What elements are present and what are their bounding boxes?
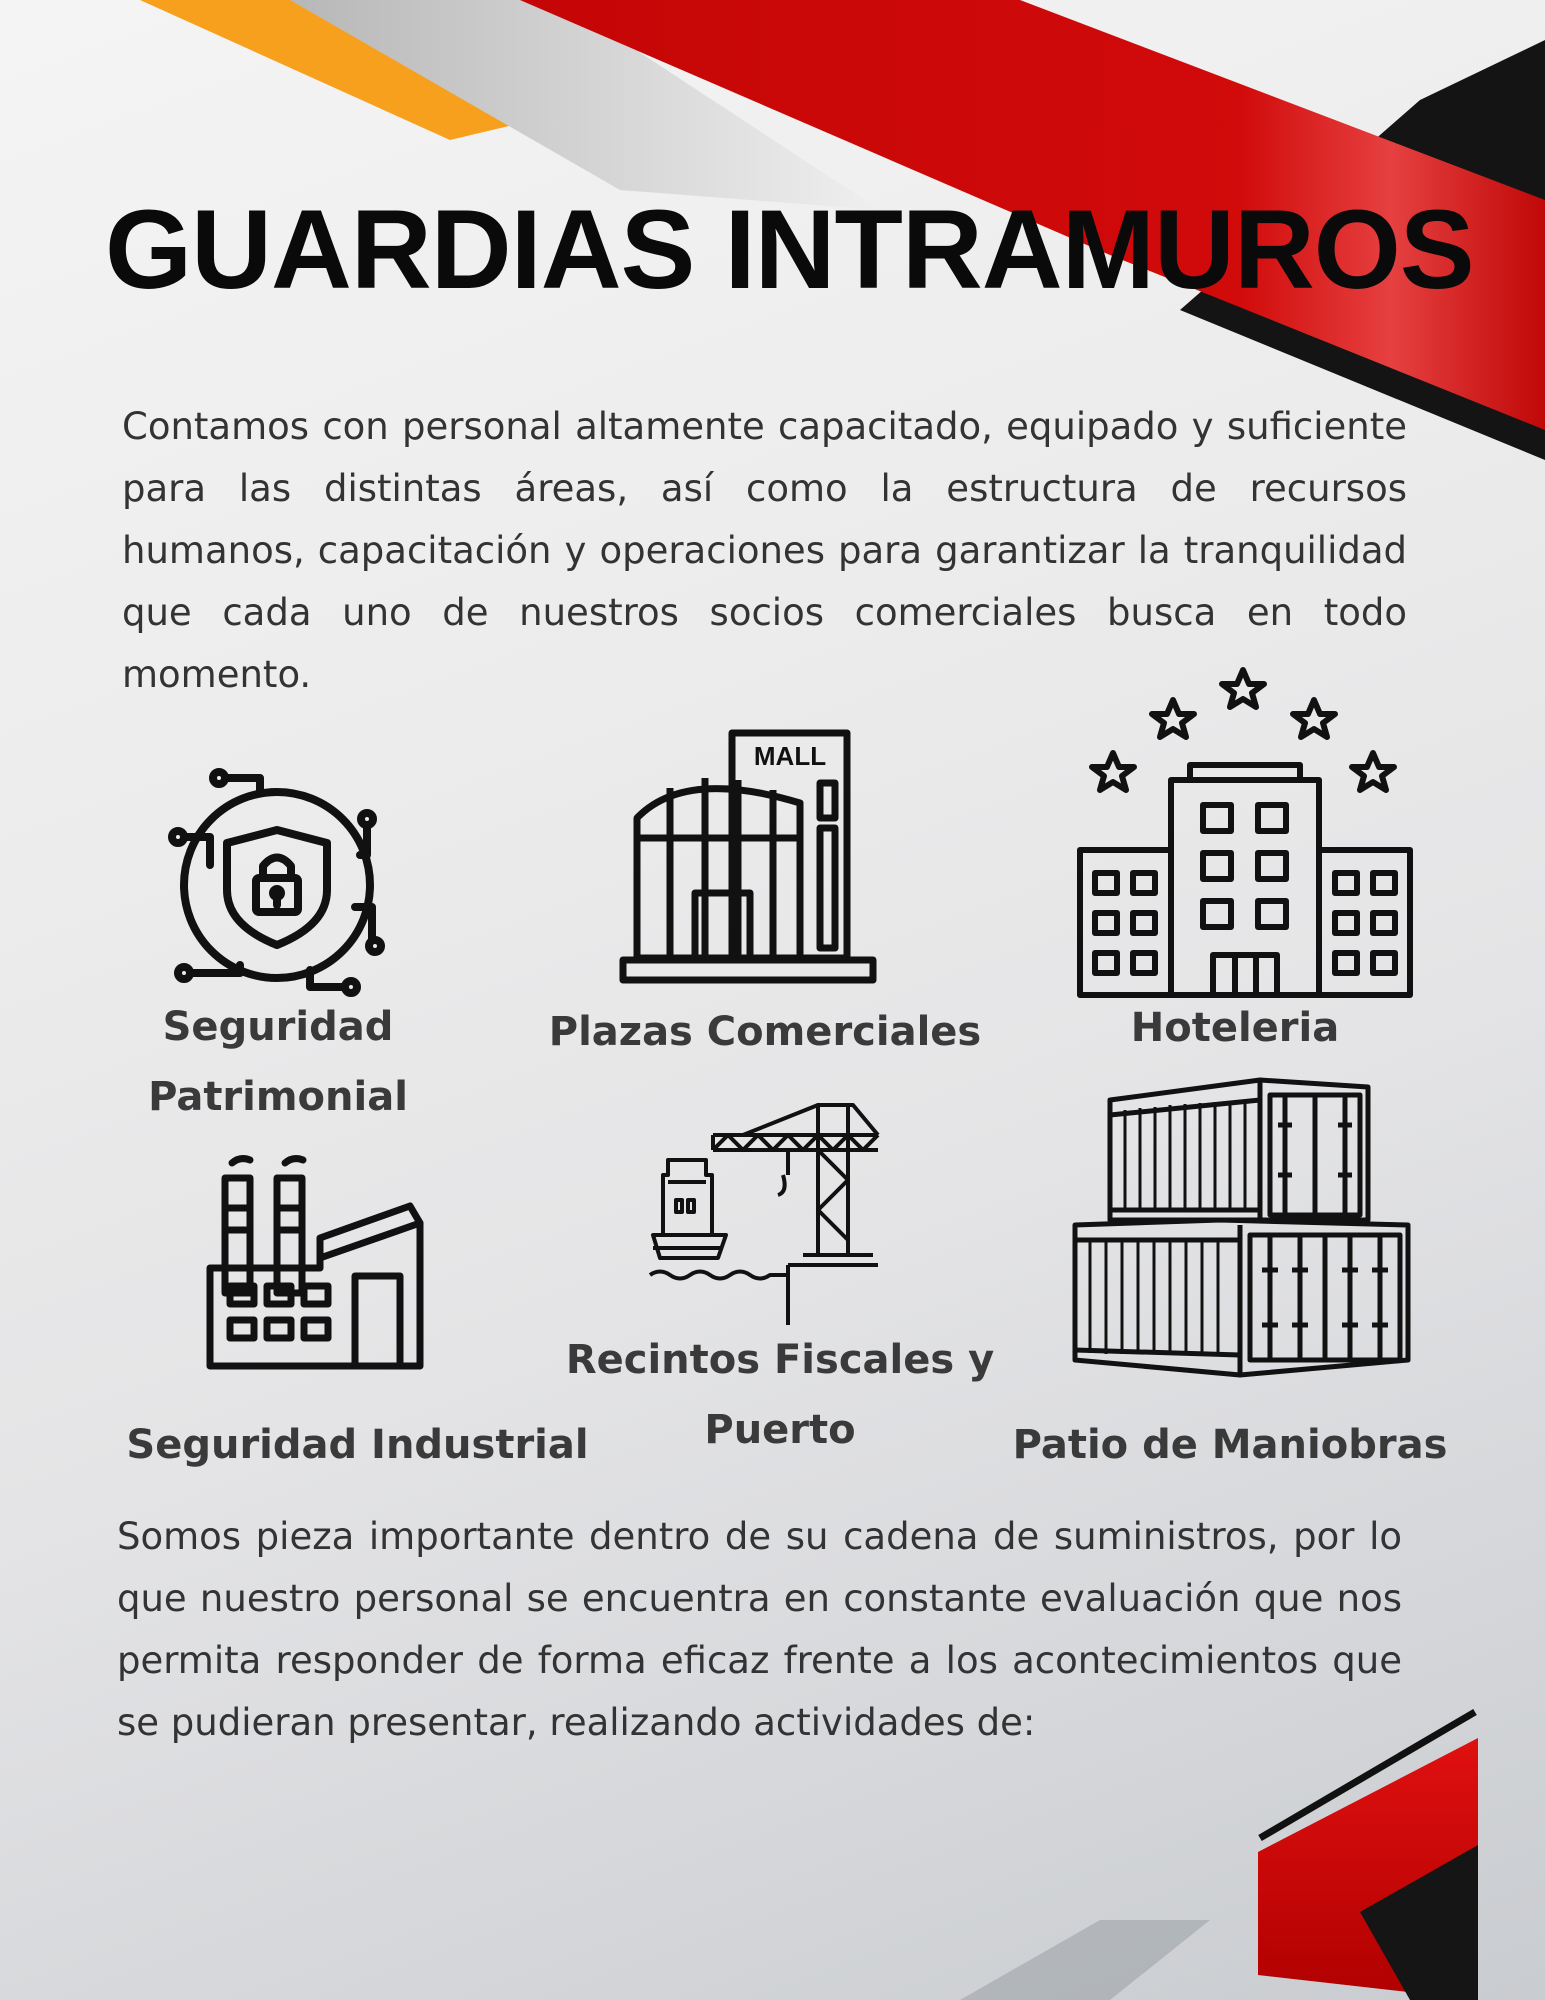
mall-sign: MALL bbox=[753, 741, 827, 771]
service-label-plazas-comerciales: Plazas Comerciales bbox=[548, 1009, 982, 1055]
service-label-patio-maniobras: Patio de Maniobras bbox=[1012, 1422, 1448, 1468]
service-label-hoteleria: Hoteleria bbox=[1130, 1005, 1340, 1051]
page-title: GUARDIAS INTRAMUROS bbox=[105, 187, 1474, 312]
service-label-seguridad-industrial: Seguridad Industrial bbox=[126, 1422, 589, 1468]
port-crane-ship-icon bbox=[648, 1100, 883, 1330]
shipping-containers-icon bbox=[1070, 1075, 1415, 1380]
hotel-stars-icon bbox=[1075, 665, 1415, 1005]
shield-lock-circuit-icon bbox=[160, 765, 400, 1005]
mall-building-icon bbox=[615, 728, 880, 990]
service-label-seguridad-patrimonial: Seguridad Patrimonial bbox=[148, 1004, 408, 1120]
service-label-recintos-fiscales: Recintos Fiscales y Puerto bbox=[565, 1337, 995, 1453]
grey-stripe-bottom bbox=[960, 1920, 1210, 2000]
outro-paragraph: Somos pieza importante dentro de su cadena de suministros, por lo que nuestro personal se encuentra en constante evaluación que nos permita responder de forma eficaz frente a los acontecimientos que se pudieran presentar, realizando actividades de: bbox=[117, 1515, 1402, 1744]
intro-paragraph: Contamos con personal altamente capacitado, equipado y suficiente para las distintas áreas, así como la estructura de recursos humanos, capacitación y operaciones para garantizar la tranquilidad que cada uno de nuestros socios comerciales busca en todo momento. bbox=[122, 405, 1407, 696]
factory-icon bbox=[205, 1148, 440, 1373]
